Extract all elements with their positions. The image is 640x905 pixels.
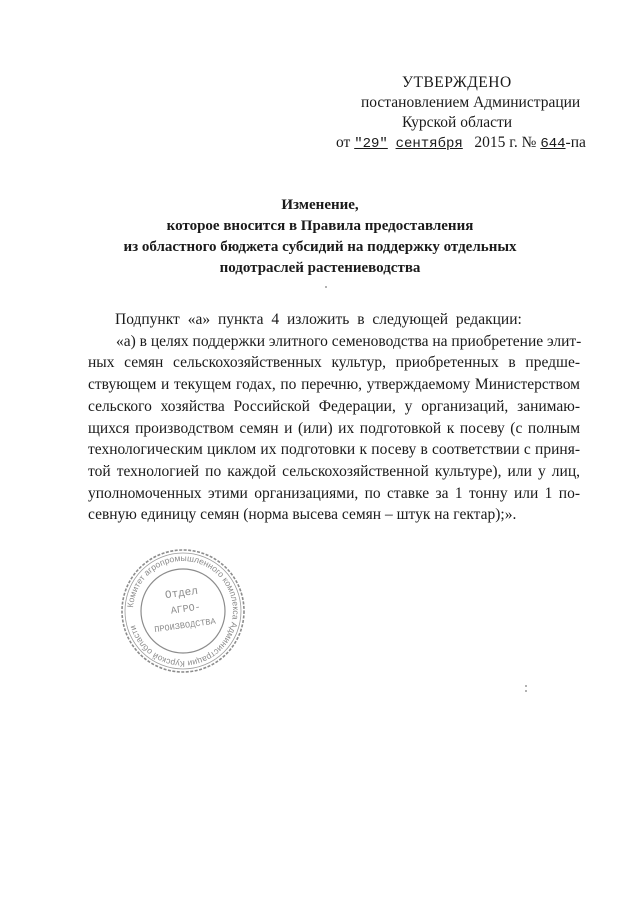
stamp-ring-text: Комитет агропромышленного комплекса Администрации Курской области bbox=[125, 552, 242, 670]
decree-number: 644 bbox=[540, 136, 566, 152]
stamp-line-1: Отдел bbox=[164, 585, 199, 603]
decree-line: постановлением Администрации bbox=[361, 94, 581, 111]
scan-speck bbox=[325, 286, 327, 288]
body-line: ствующем и текущем годах, по перечню, утверждаемому Министерством bbox=[88, 376, 580, 394]
decree-year: 2015 г. № bbox=[474, 134, 537, 151]
body-line: той технологией по каждой сельскохозяйственной культуре), или у лиц, bbox=[88, 462, 580, 480]
document-title bbox=[0, 195, 640, 279]
region-line: Курской области bbox=[402, 114, 513, 131]
stamp-line-3: ПРОИЗВОДСТВА bbox=[153, 616, 217, 636]
scan-speck bbox=[525, 690, 527, 692]
body-line: сельского хозяйства Российской Федерации, у организаций, занимаю- bbox=[88, 397, 580, 415]
body-line: технологическим циклом их подготовки к посеву в соответствии с приня- bbox=[88, 441, 580, 459]
title-line: которое вносится в Правила предоставления bbox=[166, 218, 474, 234]
title-line: Изменение, bbox=[281, 197, 359, 213]
body-line: севную единицу семян (норма высева семян – штук на гектар);». bbox=[88, 506, 517, 524]
decree-month: сентября bbox=[395, 136, 463, 152]
decree-date-line bbox=[336, 134, 586, 152]
title-line: из областного бюджета субсидий на поддержку отдельных bbox=[123, 239, 517, 255]
body-line: ных семян сельскохозяйственных культур, приобретенных в предше- bbox=[88, 354, 580, 372]
body-line: «а) в целях поддержки элитного семеноводства на приобретение элит- bbox=[116, 332, 582, 350]
approval-block bbox=[0, 0, 640, 160]
official-stamp bbox=[120, 548, 246, 674]
scan-speck bbox=[525, 685, 527, 687]
title-line: подотраслей растениеводства bbox=[219, 260, 421, 276]
document-body bbox=[88, 309, 580, 526]
body-line: уполномоченных этими организациями, по ставке за 1 тонну или 1 по- bbox=[88, 484, 580, 502]
date-prefix: от bbox=[336, 134, 351, 151]
body-line: щихся производством семян и (или) их подготовкой к посеву (с полным bbox=[88, 419, 580, 437]
decree-day: "29" bbox=[354, 136, 388, 152]
decree-number-suffix: -па bbox=[565, 134, 586, 151]
stamp-line-2: АГРО- bbox=[170, 602, 202, 618]
approved-label: УТВЕРЖДЕНО bbox=[402, 74, 512, 91]
body-intro: Подпункт «а» пункта 4 изложить в следующей редакции: bbox=[115, 311, 522, 328]
